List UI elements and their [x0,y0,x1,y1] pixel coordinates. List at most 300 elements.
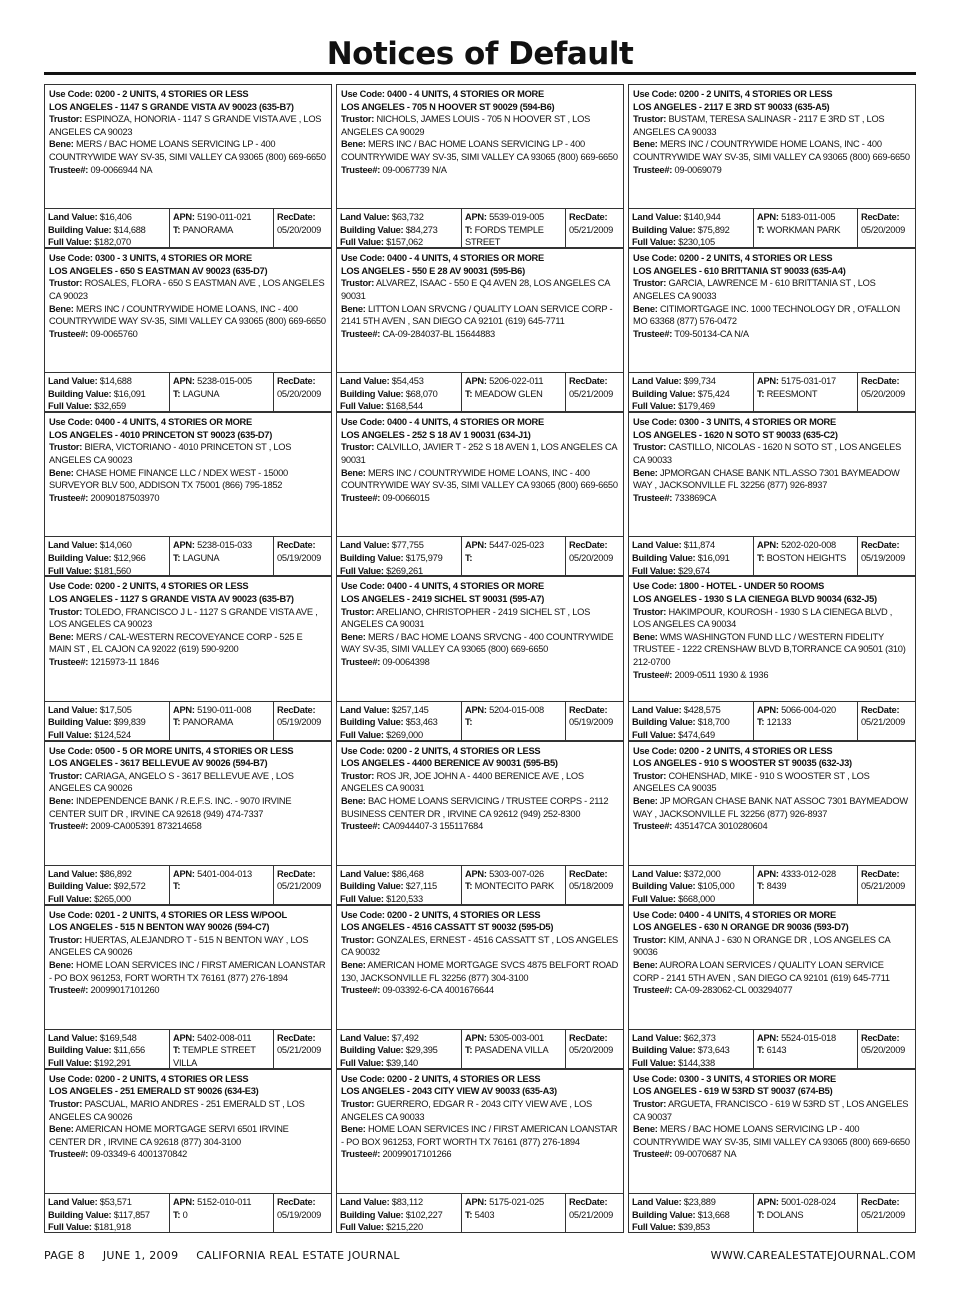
notice-details [45,249,331,372]
building-value-label: Building Value: [340,224,404,235]
recdate-label: RecDate: [569,376,608,387]
apn-label: APN: [173,1032,195,1043]
notice-details [337,249,623,372]
beneficiary-value: MERS INC / COUNTRYWIDE HOME LOANS, INC - 400 COUNTRYWIDE WAY SV-35, SIMI VALLEY CA 93065 (800) 669-6650 [633,139,910,162]
notice-values [337,372,623,411]
trustee-number-label: Trustee#: [341,328,381,339]
recdate-label: RecDate: [861,212,900,223]
apn [757,539,854,552]
apn-label: APN: [173,376,195,387]
tract-value: DOLANS [766,1209,804,1220]
notice-card [628,1069,916,1233]
trustee-number [633,1148,911,1161]
apn-cell [461,1030,565,1068]
use-code-line [341,909,619,922]
property-address-line [341,429,619,442]
recdate-cell [565,702,623,740]
use-code-line [633,580,911,593]
beneficiary-value: AURORA LOAN SERVICES / QUALITY LOAN SERVICE CORP - 2141 5TH AVEN , SAN DIEGO CA 92101 (619) 645-7711 [633,960,890,983]
building-value-value: $13,668 [697,1209,730,1220]
trustee-number-value: CA-09-284037-BL 15644883 [382,328,495,339]
building-value-value: $11,656 [113,1045,145,1056]
building-value-label: Building Value: [632,881,696,892]
beneficiary-value: WMS WASHINGTON FUND LLC / WESTERN FIDELITY TRUSTEE - 1222 CRENSHAW BLVD B,TORRANCE CA 90501 (310) 212-0700 [633,631,906,667]
land-value-label: Land Value: [48,868,98,879]
use-code-line [49,745,327,758]
building-value-label: Building Value: [48,388,112,399]
beneficiary-value: JP MORGAN CHASE BANK NAT ASSOC 7301 BAYMEADOW WAY , JACKSONVILLE FL 32256 (877) 926-8937 [633,795,908,819]
recdate-label: RecDate: [861,1196,900,1207]
property-address: LOS ANGELES - 550 E 28 AV 90031 (595-B6) [341,265,525,276]
apn-label: APN: [465,1196,487,1207]
property-address: LOS ANGELES - 3617 BELLEVUE AV 90026 (594-B7) [49,758,268,769]
recdate-label: RecDate: [861,868,900,879]
property-address: LOS ANGELES - 1620 N SOTO ST 90033 (635-C2) [633,429,838,440]
use-code: Use Code: 0200 - 2 UNITS, 4 STORIES OR LESS [49,581,249,592]
building-value [48,388,166,401]
beneficiary [633,795,911,820]
recdate-label: RecDate: [569,868,608,879]
beneficiary-value: CHASE HOME FINANCE LLC / NDEX WEST - 15000 SURVEYOR BLV 500, ADDISON TX 75001 (866) 795-1852 [49,467,288,491]
land-value-value: $11,874 [683,540,715,551]
tract [465,1044,562,1057]
property-address: LOS ANGELES - 4516 CASSATT ST 90032 (595-D5) [341,922,554,933]
notice-card [628,412,916,576]
beneficiary [633,138,911,163]
trustor [49,277,327,302]
property-address-line [341,757,619,770]
recdate-label: RecDate: [861,540,900,551]
full-value-value: $39,140 [386,1058,418,1068]
full-value [632,236,750,247]
trustor-value: KIM, ANNA J - 630 N ORANGE DR , LOS ANGELES CA 90036 [633,934,890,958]
use-code: Use Code: 0400 - 4 UNITS, 4 STORIES OR MORE [49,417,252,428]
recdate-value: 05/20/2009 [277,224,322,235]
full-value-value: $168,544 [386,401,423,412]
tract [173,224,270,237]
land-value-value: $17,505 [99,704,132,715]
trustee-number-label: Trustee#: [633,821,673,832]
apn-value: 5202-020-008 [781,540,836,551]
beneficiary-label: Bene: [49,467,74,478]
building-value [48,880,166,893]
use-code-line [633,416,911,429]
trustee-number [341,492,619,505]
beneficiary-label: Bene: [633,139,658,150]
building-value-label: Building Value: [48,717,112,728]
full-value-label: Full Value: [48,1058,92,1068]
trustor-label: Trustor: [633,770,667,781]
tract-label: T: [173,224,181,235]
land-value-label: Land Value: [48,212,98,223]
trustor-label: Trustor: [633,278,667,289]
trustee-number-value: 09-0070687 NA [674,1149,737,1160]
full-value-label: Full Value: [340,401,384,412]
trustor-label: Trustor: [633,1099,667,1110]
trustee-number [633,984,911,997]
apn-label: APN: [465,1032,487,1043]
recdate-cell [565,209,623,247]
land-value [340,1032,458,1045]
notice-details [45,1070,331,1193]
full-value [340,400,458,411]
land-value [632,539,750,552]
building-value [340,716,458,729]
recdate-cell [857,702,915,740]
recdate-value: 05/20/2009 [277,388,322,399]
trustee-number-value: 09-03349-6 4001370842 [90,1149,188,1160]
use-code-line [341,580,619,593]
use-code-line [341,1073,619,1086]
trustee-number [49,164,327,177]
values-cell [629,373,753,411]
building-value-value: $18,700 [697,717,730,728]
apn-value: 5238-015-033 [197,540,252,551]
trustee-number [341,328,619,341]
building-value [340,880,458,893]
full-value-label: Full Value: [48,401,92,412]
property-address: LOS ANGELES - 910 S WOOSTER ST 90035 (632-J3) [633,758,852,769]
full-value [48,1057,166,1068]
trustor-label: Trustor: [341,934,375,945]
issue-date: JUNE 1, 2009 [102,1249,179,1262]
land-value-value: $257,145 [391,704,429,715]
trustee-number [341,164,619,177]
apn-cell [753,702,857,740]
property-address-line [633,921,911,934]
recdate-cell [857,866,915,904]
use-code-line [633,909,911,922]
notice-values [45,372,331,411]
full-value [48,236,166,247]
notice-card [628,741,916,905]
apn-value: 5190-011-021 [197,212,252,223]
land-value-value: $99,734 [683,376,716,387]
trustee-number-label: Trustee#: [341,656,381,667]
notice-card [336,84,624,248]
notice-card [44,248,332,412]
land-value-label: Land Value: [48,704,98,715]
tract [465,224,562,247]
values-cell [629,537,753,575]
trustee-number [341,656,619,669]
notice-details [337,85,623,208]
notice-values [629,1029,915,1068]
notice-values [337,208,623,247]
full-value-value: $144,338 [678,1058,715,1068]
land-value-label: Land Value: [340,1032,390,1043]
tract [173,552,270,565]
beneficiary [49,138,327,163]
trustor [341,441,619,466]
recdate-value: 05/21/2009 [861,1209,906,1220]
trustee-number [49,1148,327,1161]
property-address: LOS ANGELES - 650 S EASTMAN AV 90023 (635-D7) [49,265,268,276]
tract [757,1209,854,1222]
tract [757,1044,854,1057]
apn-cell [461,1194,565,1232]
full-value-label: Full Value: [632,565,676,576]
values-cell [629,209,753,247]
recdate-cell [565,1194,623,1232]
tract-value: PASADENA VILLA [474,1045,549,1056]
building-value-label: Building Value: [340,553,404,564]
title-rule [44,72,916,75]
tract [465,388,562,401]
apn-label: APN: [465,212,487,223]
trustor-label: Trustor: [49,606,83,617]
land-value-value: $372,000 [683,868,721,879]
trustee-number-label: Trustee#: [49,492,89,503]
values-cell [337,537,461,575]
beneficiary-value: JPMORGAN CHASE BANK NTL.ASSO 7301 BAYMEADOW WAY , JACKSONVILLE FL 32256 (877) 926-8937 [633,467,900,491]
trustor-value: ALVAREZ, ISAAC - 550 E Q4 AVEN 28, LOS ANGELES CA 90031 [341,278,610,301]
use-code-line [633,252,911,265]
land-value-label: Land Value: [48,540,98,551]
recdate-label: RecDate: [277,704,316,715]
full-value-label: Full Value: [340,893,384,904]
land-value-value: $428,575 [683,704,721,715]
land-value [48,1196,166,1209]
recdate-value: 05/20/2009 [569,553,614,564]
full-value-value: $179,469 [678,401,715,412]
notice-values [337,536,623,575]
recdate-label: RecDate: [277,540,316,551]
tract [173,716,270,729]
recdate-cell [273,1030,331,1068]
full-value-label: Full Value: [632,237,676,248]
building-value-label: Building Value: [632,1209,696,1220]
tract-value: 6143 [766,1045,787,1056]
beneficiary-label: Bene: [49,960,74,971]
building-value [48,1044,166,1057]
trustee-number-value: 733869CA [674,492,717,503]
trustee-number [633,669,911,682]
full-value-value: $124,524 [94,729,131,740]
full-value [340,893,458,904]
beneficiary-label: Bene: [341,631,366,642]
trustor [633,934,911,959]
building-value [632,552,750,565]
trustor-label: Trustor: [341,770,375,781]
land-value [340,211,458,224]
full-value-value: $182,070 [94,237,131,248]
property-address: LOS ANGELES - 1147 S GRANDE VISTA AV 90023 (635-B7) [49,101,294,112]
notice-values [45,701,331,740]
tract-label: T: [757,717,765,728]
apn [465,539,562,552]
property-address-line [633,757,911,770]
notice-card [628,84,916,248]
apn-value: 5206-022-011 [489,376,544,387]
notice-card [336,412,624,576]
building-value-value: $75,424 [697,388,730,399]
building-value-label: Building Value: [48,1209,112,1220]
notice-details [629,577,915,700]
land-value [48,704,166,717]
trustor-label: Trustor: [633,934,667,945]
recdate-label: RecDate: [861,376,900,387]
trustee-number-value: 2009-CA005391 873214658 [90,821,202,832]
trustee-number-label: Trustee#: [49,656,89,667]
tract-value: PANORAMA [182,224,234,235]
trustor-value: ESPINOZA, HONORIA - 1147 S GRANDE VISTA AVE , LOS ANGELES CA 90023 [49,114,322,137]
trustee-number-label: Trustee#: [341,821,381,832]
building-value [340,1044,458,1057]
beneficiary-value: MERS / BAC HOME LOANS SERVICING LP - 400 COUNTRYWIDE WAY SV-35, SIMI VALLEY CA 93065 (800) 669-6650 [49,139,326,162]
trustor [341,277,619,302]
recdate-value: 05/21/2009 [277,881,322,892]
property-address-line [633,1085,911,1098]
beneficiary-value: MERS INC / BAC HOME LOANS SERVICING LP - 400 COUNTRYWIDE WAY SV-35, SIMI VALLEY CA 93065 (800) 669-6650 [341,139,618,162]
notice-details [629,906,915,1029]
trustor-label: Trustor: [341,606,375,617]
apn-cell [169,1194,273,1232]
beneficiary-value: CITIMORTGAGE INC. 1000 TECHNOLOGY DR , O'FALLON MO 63368 (877) 576-0472 [633,303,901,327]
building-value [340,1209,458,1222]
full-value-value: $269,000 [386,729,423,740]
apn-cell [753,1194,857,1232]
land-value-label: Land Value: [632,1196,682,1207]
apn-value: 5190-011-008 [197,704,252,715]
tract-value: REESMONT [766,388,818,399]
apn [757,375,854,388]
tract-label: T: [757,1045,765,1056]
beneficiary-label: Bene: [49,795,74,806]
building-value-label: Building Value: [340,881,404,892]
land-value [340,539,458,552]
building-value [340,552,458,565]
website-link[interactable]: WWW.CAREALESTATEJOURNAL.COM [710,1249,916,1262]
trustor [633,606,911,631]
apn [757,1196,854,1209]
apn-label: APN: [757,1032,779,1043]
use-code: Use Code: 0400 - 4 UNITS, 4 STORIES OR MORE [341,253,544,264]
apn-value: 5402-008-011 [197,1032,252,1043]
land-value [48,1032,166,1045]
apn-label: APN: [757,376,779,387]
trustee-number-value: 09-0065760 [90,328,138,339]
land-value [632,375,750,388]
apn-value: 5175-021-025 [489,1196,544,1207]
tract [757,552,854,565]
trustee-number [341,820,619,833]
use-code-line [341,416,619,429]
full-value-value: $157,062 [386,237,423,248]
footer-left [44,1249,414,1262]
tract-label: T: [757,224,765,235]
apn-cell [169,537,273,575]
full-value [48,893,166,904]
full-value-label: Full Value: [48,893,92,904]
tract [173,388,270,401]
property-address-line [49,757,327,770]
recdate-cell [857,373,915,411]
values-cell [45,537,169,575]
trustee-number-label: Trustee#: [341,164,381,175]
trustee-number-value: CA-09-283062-CL 003294077 [674,985,793,996]
full-value-label: Full Value: [48,1222,92,1232]
property-address: LOS ANGELES - 4400 BERENICE AV 90031 (595-B5) [341,758,558,769]
apn-cell [169,209,273,247]
recdate-value: 05/19/2009 [277,1209,322,1220]
trustor [341,1098,619,1123]
beneficiary [49,795,327,820]
land-value-label: Land Value: [632,868,682,879]
use-code: Use Code: 0300 - 3 UNITS, 4 STORIES OR MORE [633,1073,836,1084]
use-code-line [633,1073,911,1086]
beneficiary [341,631,619,656]
building-value [48,1209,166,1222]
apn-value: 5238-015-005 [197,376,252,387]
trustor-value: ROS JR, JOE JOHN A - 4400 BERENICE AVE , LOS ANGELES CA 90031 [341,770,584,794]
land-value-value: $169,548 [99,1032,137,1043]
recdate-value: 05/21/2009 [569,388,614,399]
recdate-cell [273,866,331,904]
notice-values [629,865,915,904]
apn [173,211,270,224]
full-value-value: $181,560 [94,565,131,576]
recdate-cell [565,1030,623,1068]
beneficiary [341,1123,619,1148]
full-value-value: $265,000 [94,893,131,904]
beneficiary [49,1123,327,1148]
apn-value: 5183-011-005 [781,212,836,223]
page-title: Notices of Default [326,36,634,72]
notice-details [45,742,331,865]
full-value [632,893,750,904]
apn [173,539,270,552]
full-value [48,1221,166,1232]
land-value [632,211,750,224]
building-value-label: Building Value: [340,388,404,399]
apn-value: 5152-010-011 [197,1196,252,1207]
apn-cell [753,866,857,904]
notices-grid [44,84,916,1233]
values-cell [45,1194,169,1232]
trustor [633,277,911,302]
trustor-label: Trustor: [633,442,667,453]
full-value-label: Full Value: [48,565,92,576]
full-value [48,565,166,576]
property-address-line [49,921,327,934]
full-value-label: Full Value: [340,729,384,740]
values-cell [337,373,461,411]
beneficiary-value: LITTON LOAN SRVCNG / QUALITY LOAN SERVICE CORP - 2141 5TH AVEN , SAN DIEGO CA 92101 (619) 645-7711 [341,303,613,327]
full-value-value: $668,000 [678,893,715,904]
use-code: Use Code: 0400 - 4 UNITS, 4 STORIES OR MORE [341,89,544,99]
land-value-value: $77,755 [391,540,424,551]
notice-card [44,905,332,1069]
full-value [632,565,750,576]
building-value-value: $117,857 [113,1209,150,1220]
notice-details [45,85,331,208]
use-code: Use Code: 0200 - 2 UNITS, 4 STORIES OR LESS [49,89,249,99]
beneficiary [49,631,327,656]
tract-label: T: [465,717,473,728]
tract-value: BOSTON HEIGHTS [766,553,847,564]
beneficiary-value: MERS INC / COUNTRYWIDE HOME LOANS, INC - 400 COUNTRYWIDE WAY SV-35, SIMI VALLEY CA 93065 (800) 669-6650 [341,467,618,491]
trustor [633,770,911,795]
notice-card [336,248,624,412]
building-value-value: $175,979 [405,553,443,564]
apn [465,868,562,881]
beneficiary-label: Bene: [49,139,74,150]
notice-card [628,576,916,740]
recdate-cell [273,373,331,411]
property-address: LOS ANGELES - 630 N ORANGE DR 90036 (593-D7) [633,922,849,933]
apn [465,704,562,717]
